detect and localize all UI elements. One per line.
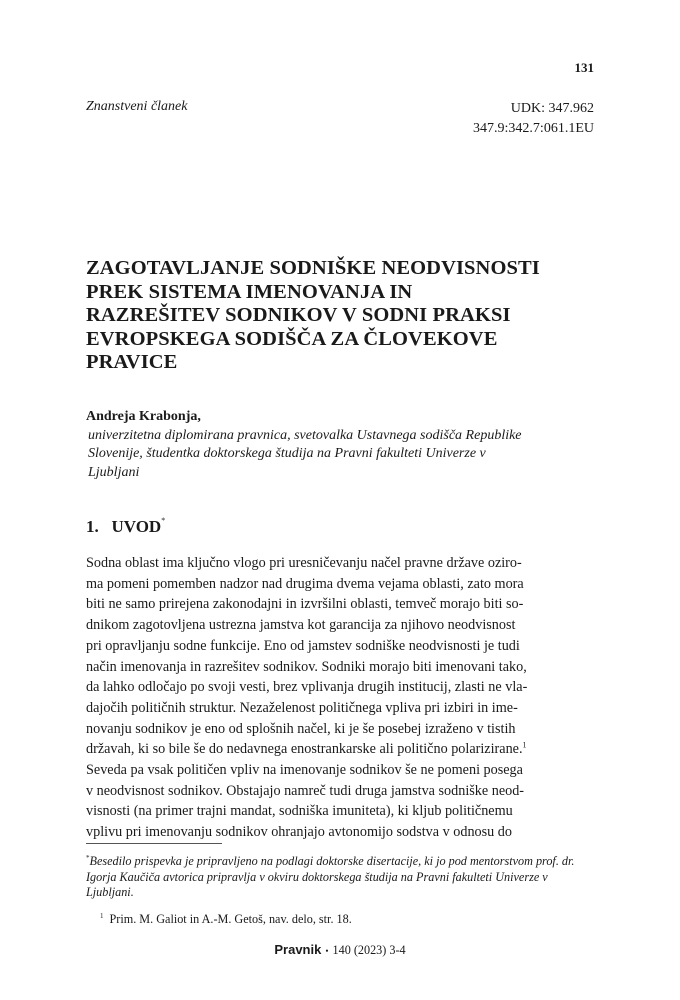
body-line: vplivu pri imenovanju sodnikov ohranjajo avtonomijo sodstva v odnosu do	[86, 824, 512, 841]
footnote-star-marker: *	[86, 854, 90, 862]
article-title	[86, 257, 606, 375]
author-affiliation	[86, 427, 596, 483]
body-line-text: državah, ki so bile še do nedavnega enostrankarske ali politično polarizirane.	[86, 741, 523, 758]
body-line: novanju sodnikov je eno od splošnih načel, ki je še posebej izraženo v tistih	[86, 720, 516, 737]
body-line: pri opravljanju sodne funkcije. Eno od jamstev sodniške neodvisnosti je tudi	[86, 637, 520, 654]
body-line: Sodna oblast ima ključno vlogo pri uresničevanju načel pravne države oziro-	[86, 555, 522, 571]
body-line: Seveda pa vsak političen vpliv na imenovanje sodnikov še ne pomeni posega	[86, 762, 523, 779]
title-line: PRAVICE	[86, 351, 178, 373]
journal-issue: 140 (2023) 3-4	[332, 943, 406, 957]
page-number: 131	[574, 60, 594, 75]
body-line: ma pomeni pomemben nadzor nad drugima dvema vejama oblasti, zato mora	[86, 575, 524, 592]
body-paragraph	[86, 553, 596, 843]
footnote-divider	[86, 843, 222, 844]
body-line: da lahko odločajo po svoji vesti, brez vplivanja drugih institucij, zlasti ne vla-	[86, 679, 528, 696]
section-heading	[86, 517, 165, 537]
footnote-1-text: Prim. M. Galiot in A.-M. Getoš, nav. delo, str. 18.	[109, 911, 352, 926]
body-line: visnosti (na primer trajni mandat, sodniška imuniteta), ki kljub političnemu	[86, 803, 513, 820]
body-line-with-footnote	[86, 739, 596, 760]
udk-classification	[473, 99, 594, 139]
body-line: dajočih političnih struktur. Nezaželenost političnega vpliva pri izbiri in ime-	[86, 699, 518, 716]
body-line: način imenovanja in razrešitev sodnikov. Sodniki morajo biti imenovani tako,	[86, 658, 527, 675]
footnote-1-marker: 1	[100, 911, 104, 920]
body-line: biti ne samo prirejena zakonodajni in izvršilni oblasti, temveč morajo biti so-	[86, 596, 524, 613]
title-line: RAZREŠITEV SODNIKOV V SODNI PRAKSI	[86, 304, 511, 326]
section-title: UVOD	[111, 517, 162, 536]
title-line: PREK SISTEMA IMENOVANJA IN	[86, 280, 413, 303]
journal-name: Pravnik	[274, 942, 322, 957]
author-name: Andreja Krabonja,	[86, 409, 201, 424]
affiliation-line: univerzitetna diplomirana pravnica, svetovalka Ustavnega sodišča Republike	[88, 427, 522, 443]
footnotes	[86, 851, 596, 927]
title-line: EVROPSKEGA SODIŠČA ZA ČLOVEKOVE	[86, 327, 498, 350]
journal-footer	[0, 942, 680, 958]
footnote-ref-1[interactable]: 1	[522, 740, 527, 750]
footnote-star	[86, 851, 596, 901]
affiliation-line: Slovenije, študentka doktorskega študija na Pravni fakulteti Univerze v	[88, 446, 486, 461]
section-footnote-marker[interactable]: *	[161, 516, 166, 525]
udk-line-1: UDK: 347.962	[510, 101, 594, 116]
article-type: Znanstveni članek	[86, 99, 188, 114]
footer-separator: •	[325, 946, 329, 957]
body-line: v neodvisnost sodnikov. Obstajajo namreč tudi druga jamstva sodniške neod-	[86, 782, 525, 799]
body-line: dnikom zagotovljena ustrezna jamstva kot garancija za njihovo neodvisnost	[86, 617, 516, 634]
footnote-1	[86, 909, 596, 928]
author-block	[86, 408, 596, 482]
section-number: 1.	[86, 517, 99, 536]
udk-line-2: 347.9:342.7:061.1EU	[473, 121, 594, 136]
title-line: ZAGOTAVLJANJE SODNIŠKE NEODVISNOSTI	[86, 257, 540, 279]
footnote-star-text: Besedilo prispevka je pripravljeno na podlagi doktorske disertacije, ki jo pod mentorstvom prof. dr. Igorja Kaučiča avtorica pripravlja v okviru doktorskega študija na Pravni fakulteti Univerze v Ljubljani.	[86, 854, 575, 900]
affiliation-line: Ljubljani	[88, 464, 140, 480]
